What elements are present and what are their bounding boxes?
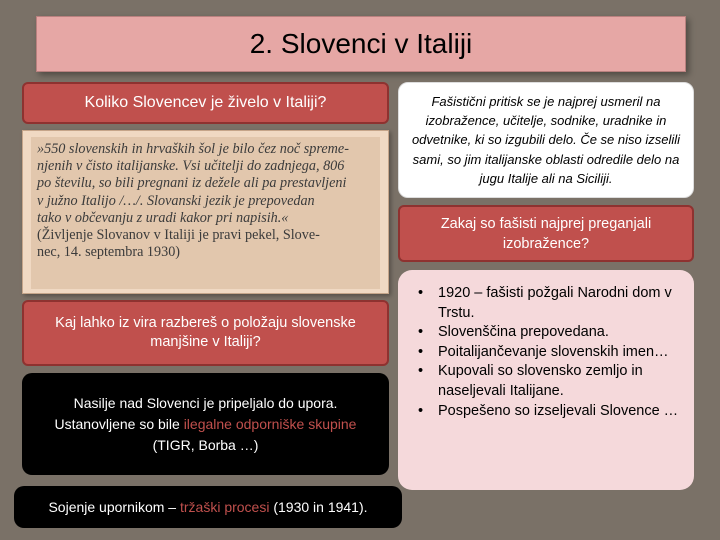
historical-source-quote: [22, 130, 389, 294]
list-item: [414, 362, 680, 401]
answer-resistance-text: [36, 393, 375, 456]
question-why-box: [398, 205, 694, 262]
fact-text: Fašistični pritisk se je najprej usmeril na izobražence, učitelje, sodnike, uradnike in odvetnike, ki so izgubili delo. Če se niso izselili sami, so jim italijanske oblasti odredile delo na jugu Italije ali na Siciliji.: [411, 93, 681, 186]
question-position-box: [22, 300, 389, 366]
quote-line: njenih v čisto italijanske. Vsi učitelji do zadnjega, 806: [37, 158, 345, 175]
bullet-icon: •: [418, 285, 424, 301]
list-item-text: 1920 – fašisti požgali Narodni dom v Trstu.: [438, 285, 672, 321]
list-item-text: Poitalijančevanje slovenskih imen…: [438, 343, 669, 360]
answer-trials-highlight: tržaški procesi: [179, 499, 270, 515]
list-item: [414, 402, 680, 422]
quote-line: v južno Italijo /…/. Slovanski jezik je prepovedan: [37, 192, 315, 209]
title-box: [36, 16, 686, 72]
bullet-icon: •: [418, 324, 424, 341]
answer-resistance-part2: (TIGR, Borba …): [152, 436, 259, 453]
quote-line: tako v občevanju z uradi kakor pri napisih.«: [37, 209, 289, 226]
quote-source-line: nec, 14. septembra 1930): [37, 244, 181, 261]
bullet-icon: •: [418, 402, 424, 419]
slide-title: 2. Slovenci v Italiji: [249, 28, 473, 59]
question-position-text: Kaj lahko iz vira razbereš o položaju slovenske manjšine v Italiji?: [55, 315, 356, 350]
question-how-many-box: [22, 82, 389, 124]
list-item-text: Slovenščina prepovedana.: [438, 324, 609, 341]
bullet-icon: •: [418, 343, 424, 360]
answer-trials-text: [48, 499, 367, 515]
quote-text-block: [31, 137, 380, 289]
quote-line: »550 slovenskih in hrvaških šol je bilo čez noč spreme-: [37, 141, 349, 157]
answer-resistance-box: [22, 373, 389, 475]
fact-box: [398, 82, 694, 198]
answer-resistance-highlight: ilegalne odporniške skupine: [183, 415, 357, 432]
quote-line: po številu, so bili pregnani iz dežele ali pa prestavljeni: [37, 175, 347, 192]
question-how-many-text: Koliko Slovencev je živelo v Italiji?: [84, 94, 327, 111]
list-item: [414, 284, 680, 323]
bullet-icon: •: [418, 363, 424, 380]
list-item: [414, 323, 680, 343]
answer-trials-box: [14, 486, 402, 528]
facts-list-box: [398, 270, 694, 490]
answer-trials-part2: (1930 in 1941).: [269, 499, 368, 515]
quote-source-line: (Življenje Slovanov v Italiji je pravi pekel, Slove-: [37, 227, 320, 244]
answer-trials-part1: Sojenje upornikom –: [48, 499, 180, 515]
list-item-text: Pospešeno so izseljevali Slovence …: [438, 402, 679, 419]
list-item-text: Kupovali so slovensko zemljo in naseljevali Italijane.: [438, 363, 643, 399]
question-why-text: Zakaj so fašisti najprej preganjali izobražence?: [440, 215, 652, 252]
list-item: [414, 343, 680, 363]
answer-resistance-part1: Nasilje nad Slovenci je pripeljalo do upora. Ustanovljene so bile: [54, 394, 338, 432]
facts-list: [414, 284, 680, 421]
